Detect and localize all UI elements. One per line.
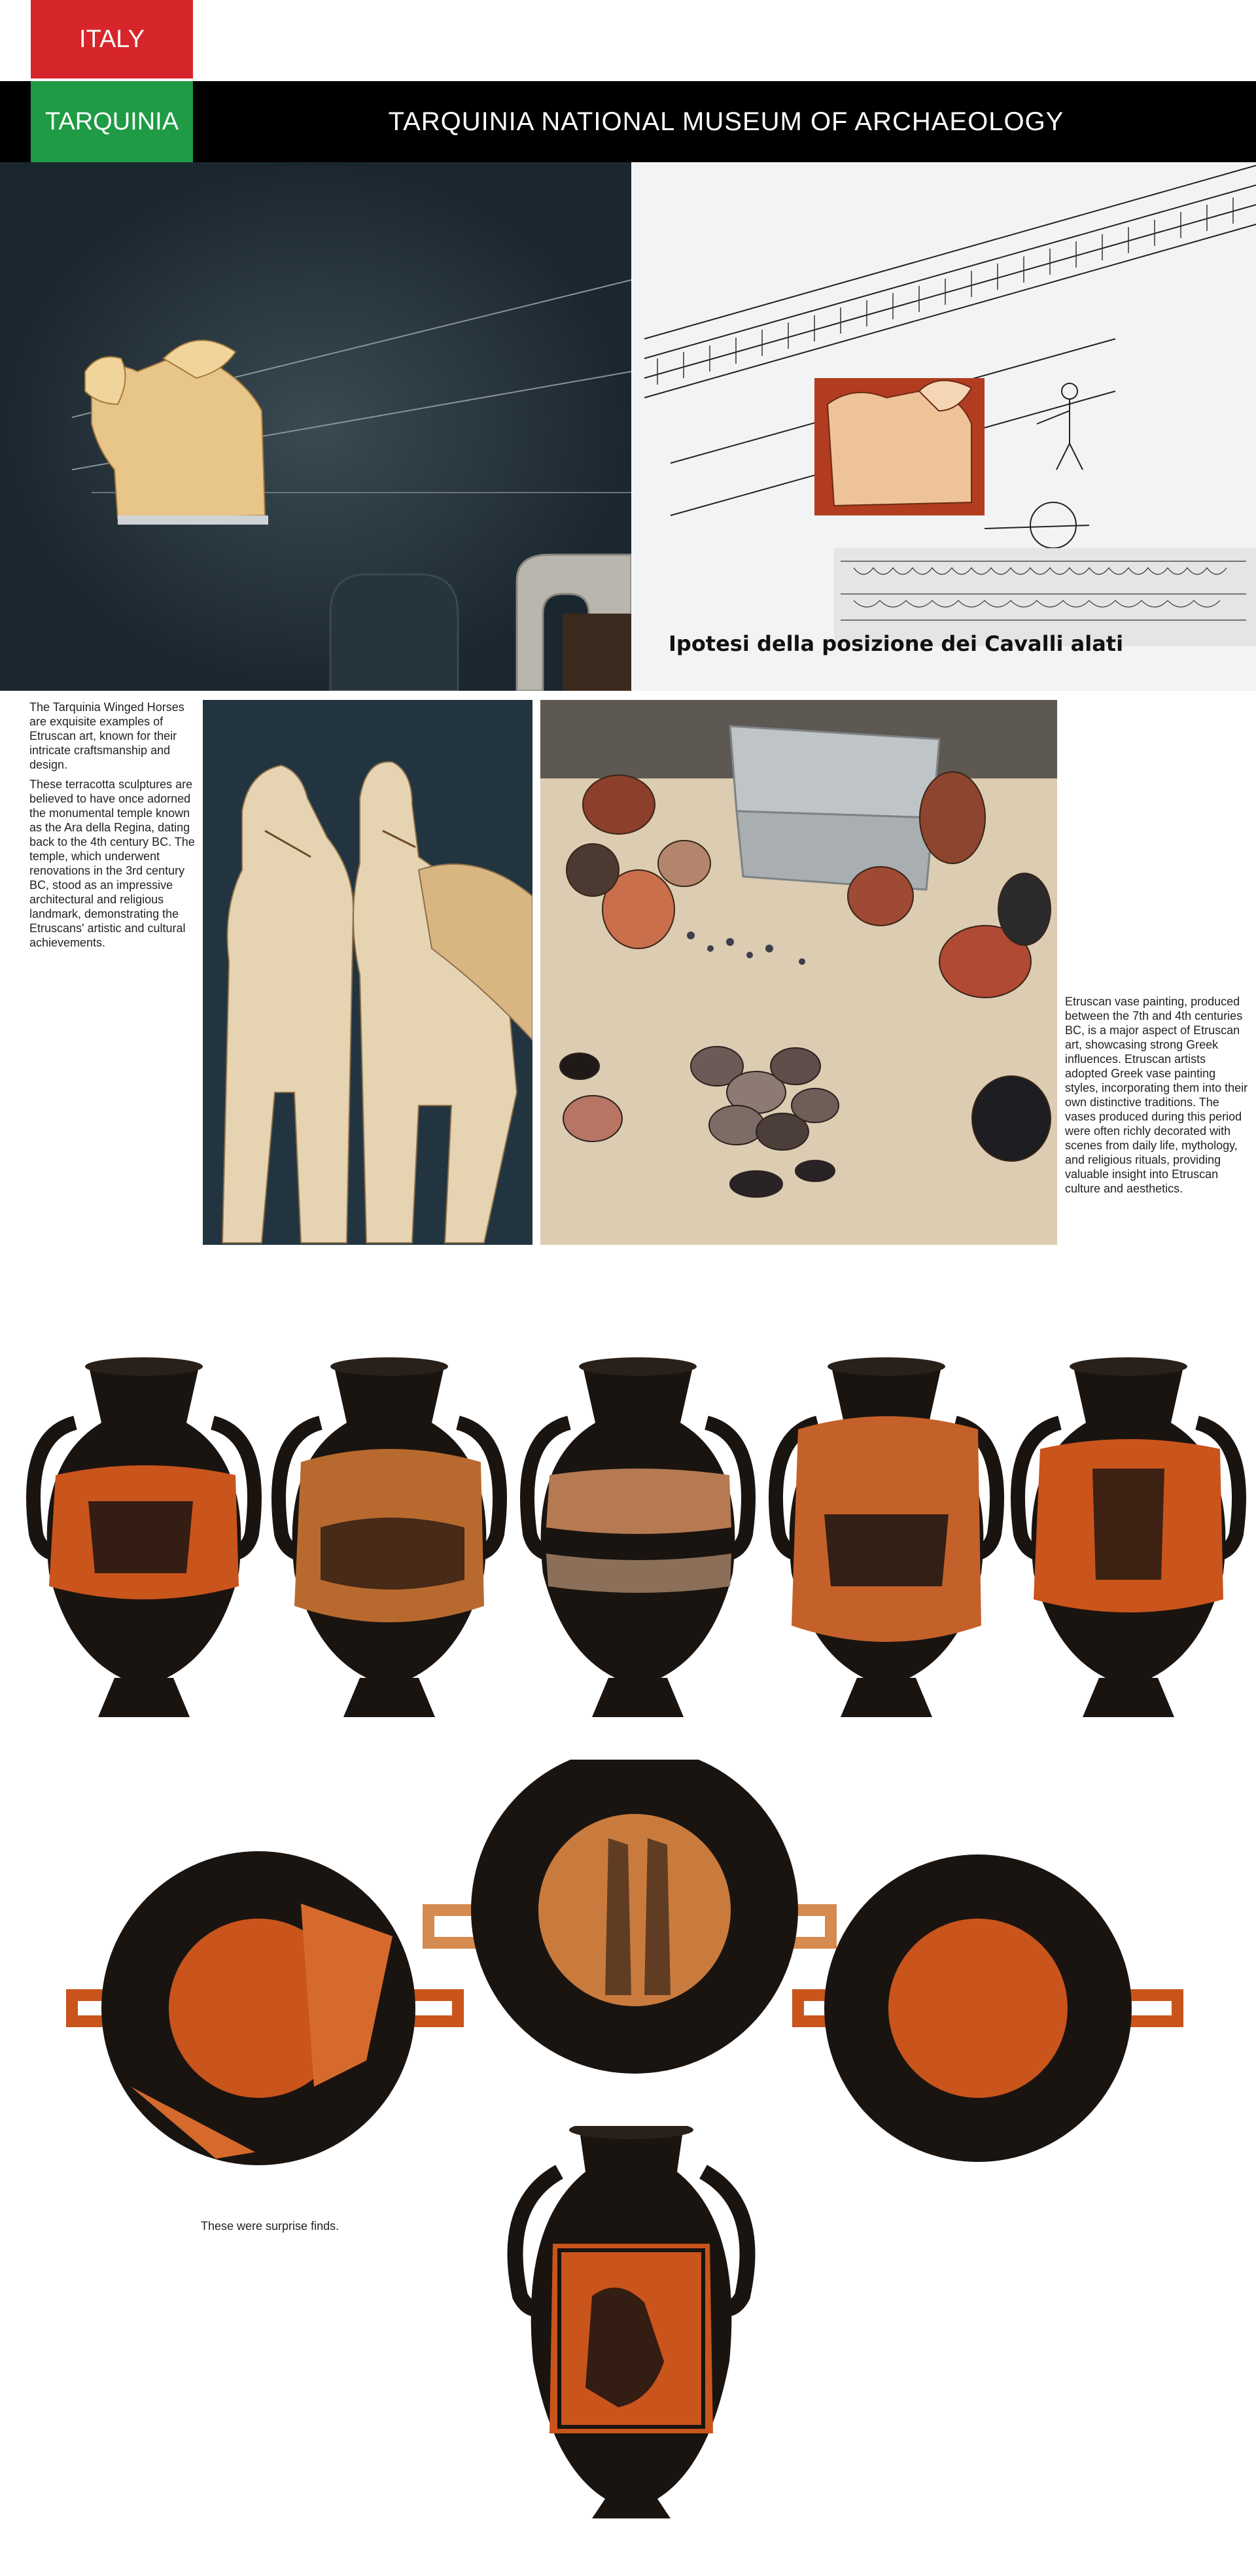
tomb-scene-illustration: [540, 700, 1057, 1245]
city-tag: TARQUINIA: [31, 81, 193, 162]
page-title: TARQUINIA NATIONAL MUSEUM OF ARCHAEOLOGY: [388, 107, 1064, 136]
kylikes-group: [0, 1760, 1256, 2178]
pelike-vase: [507, 2126, 756, 2518]
kylix-left: [72, 1851, 458, 2165]
reconstruction-caption: Ipotesi della posizione dei Cavalli alati: [669, 631, 1124, 656]
winged-horses-history-text: These terracotta sculptures are believed to have once adorned the monumental temple known as the Ara della Regina, dating back to the 4th century BC. The temple, which underwent renovations in the 3rd century BC, stood as an impressive architectural and religious landmark, demonstrating the Etruscans' artistic and cultural achievements.: [29, 778, 195, 949]
winged-horses-intro-text: The Tarquinia Winged Horses are exquisite examples of Etruscan art, known for their intricate craftsmanship and design.: [29, 701, 184, 771]
amphorae-row: [0, 1354, 1256, 1747]
kylix-right: [798, 1854, 1178, 2162]
amphora-5: [1018, 1357, 1239, 1717]
winged-horses-illustration: [0, 162, 631, 691]
surprise-finds-caption: These were surprise finds.: [201, 2219, 340, 2233]
winged-horses-closeup-photo: [203, 700, 532, 1245]
tomb-grave-goods-photo: [540, 700, 1057, 1245]
country-tag: ITALY: [31, 0, 193, 78]
reconstruction-sketch: [631, 162, 1256, 691]
horses-closeup-illustration: [203, 700, 532, 1245]
amphora-3: [527, 1357, 748, 1717]
amphora-2: [279, 1357, 500, 1717]
vase-painting-text: Etruscan vase painting, produced between the 7th and 4th centuries BC, is a major aspect of Etruscan art, showcasing strong Greek influences. Etruscan artists adopted Greek vase painting styles, incorporating them into their own distinctive traditions. The vases produced during this period were often richly decorated with scenes from daily life, mythology, and religious rituals, providing valuable insight into Etruscan culture and aesthetics.: [1065, 995, 1248, 1195]
amphora-4: [776, 1357, 997, 1717]
winged-horses-wall-photo: [0, 162, 631, 691]
temple-reconstruction-drawing: [631, 162, 1256, 691]
amphora-1: [33, 1357, 254, 1717]
kylix-center: [428, 1760, 831, 2074]
